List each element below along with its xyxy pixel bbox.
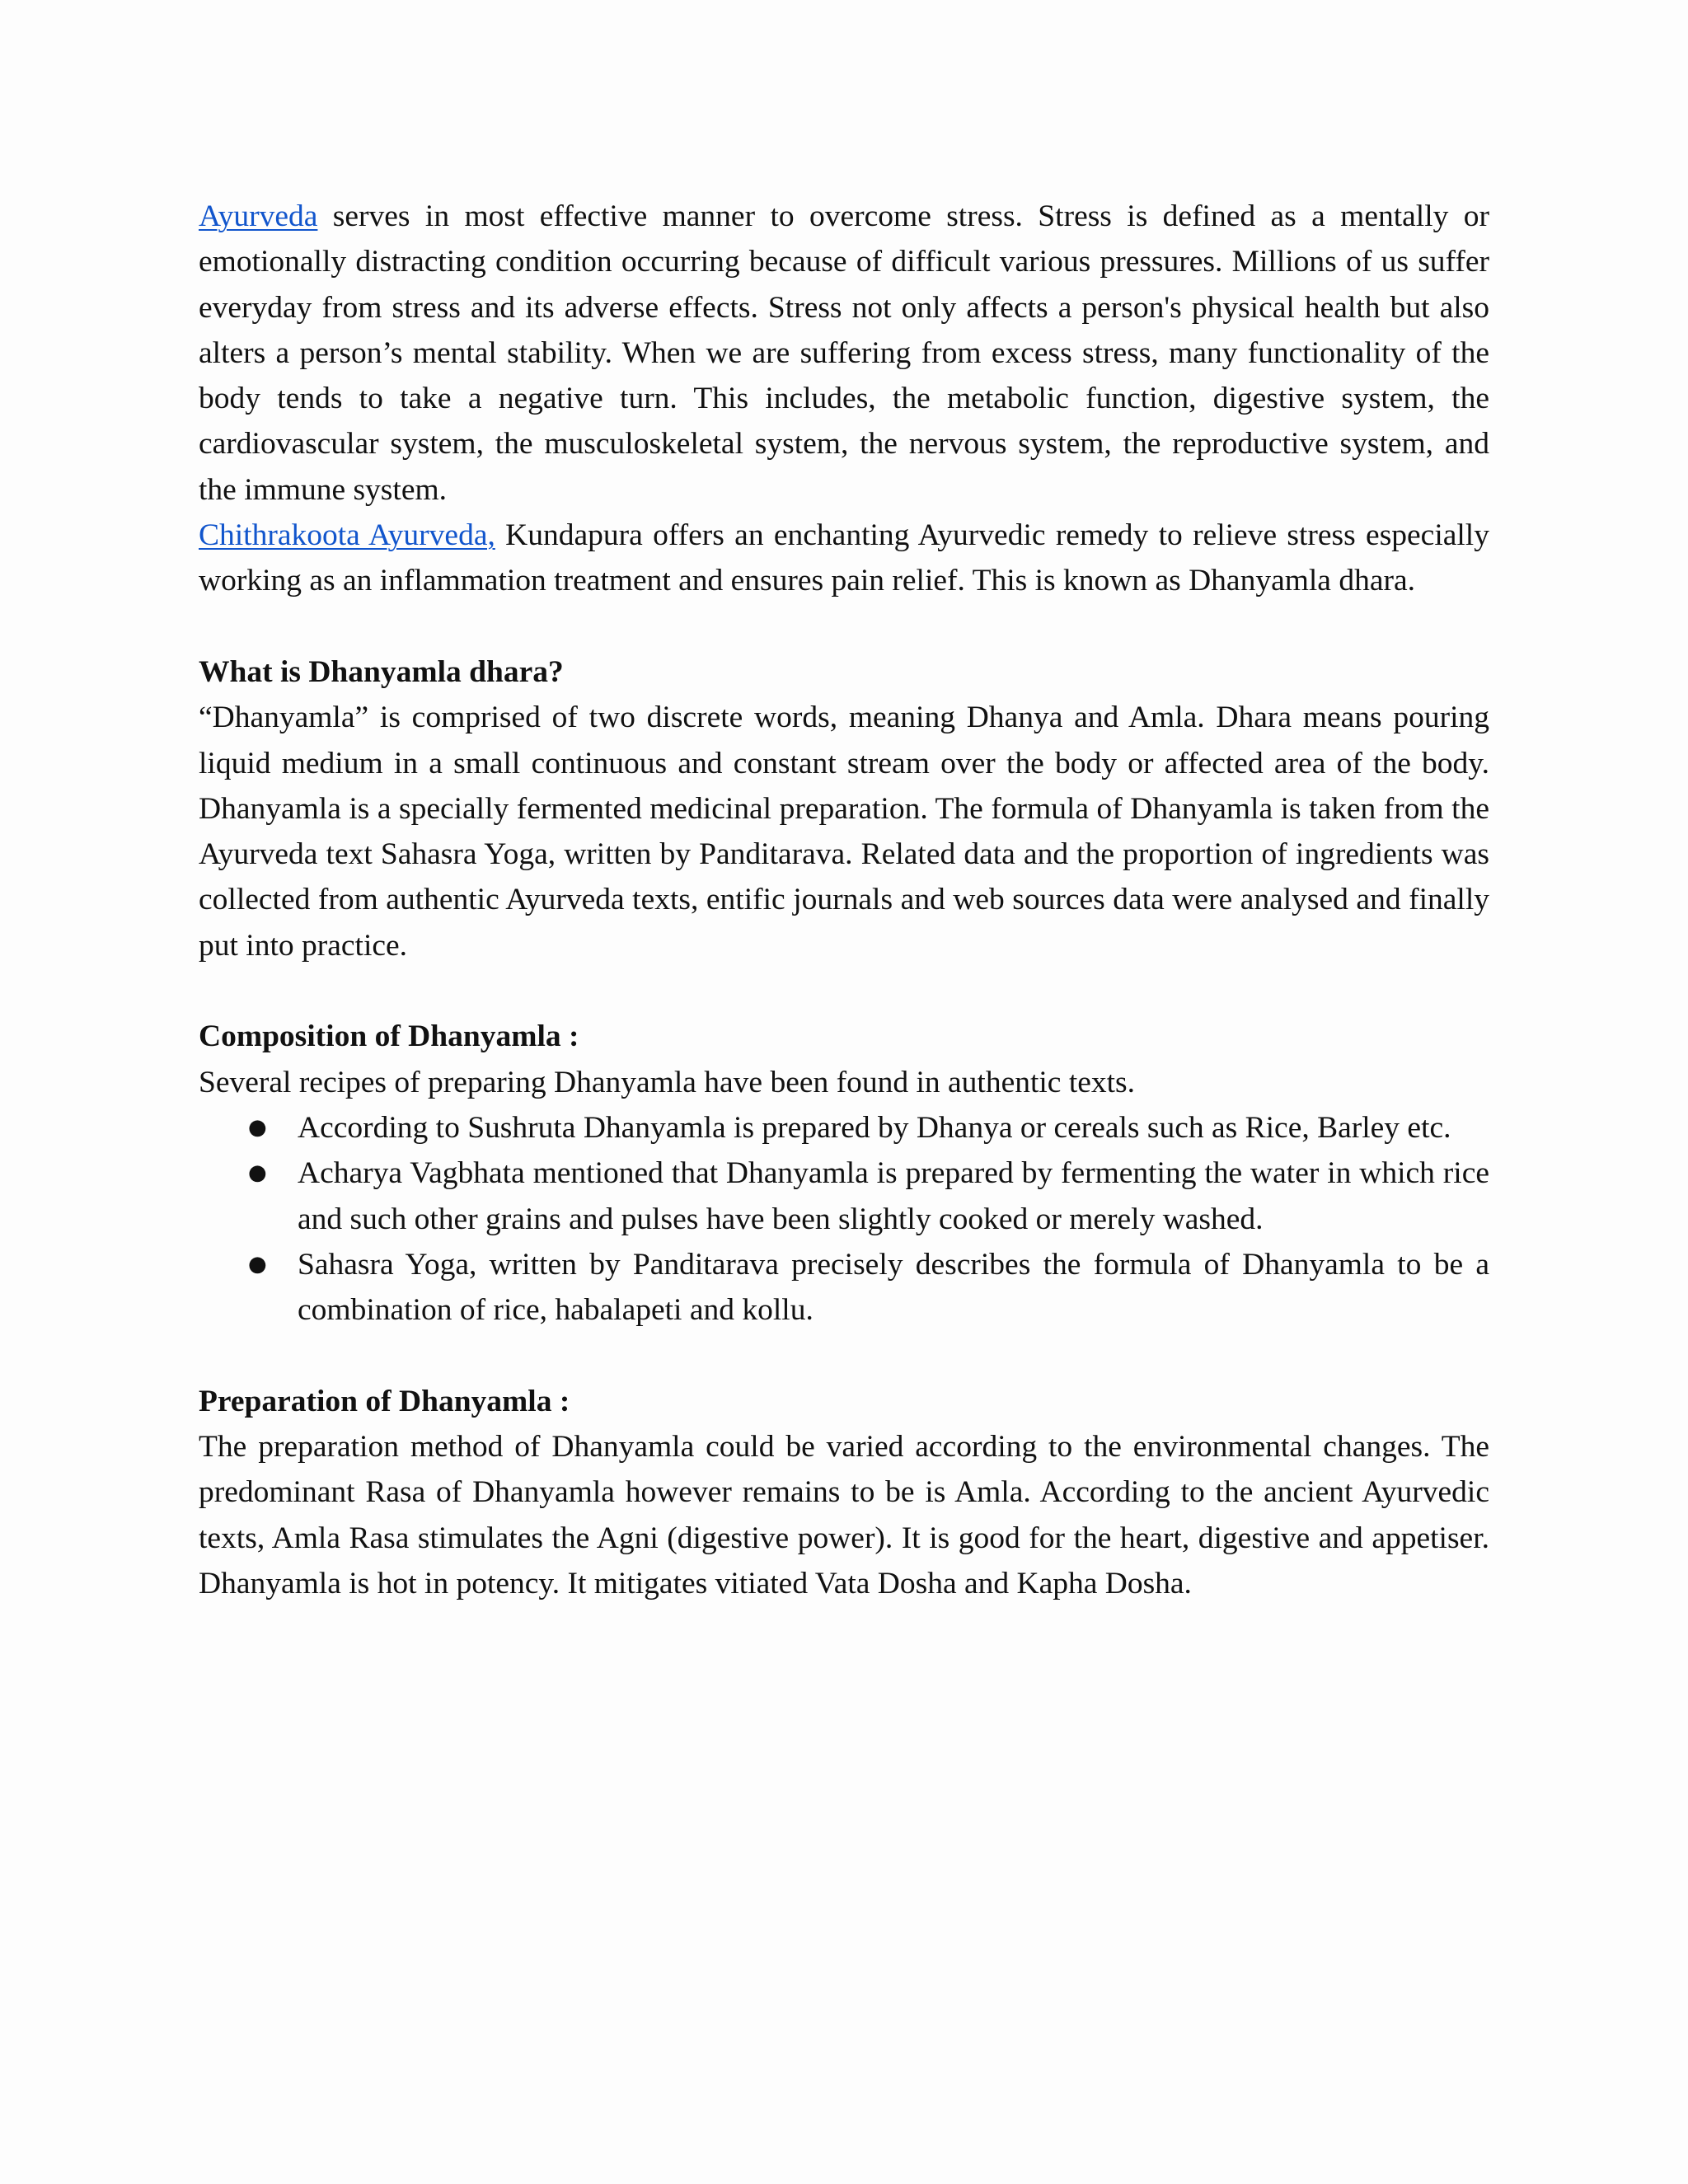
section-body-what-is: “Dhanyamla” is comprised of two discrete words, meaning Dhanya and Amla. Dhara means pouring liquid medium in a small continuous and constant stream over the body or affected area of the body. Dhanyamla is a specially fermented medicinal preparation. The formula of Dhanyamla is taken from the Ayurveda text Sahasra Yoga, written by Panditarava. Related data and the proportion of ingredients was collected from authentic Ayurveda texts, entific journals and web sources data were analysed and finally put into practice. — [199, 701, 1489, 963]
section-heading-composition: Composition of Dhanyamla : — [199, 1019, 579, 1054]
intro-paragraph-2 — [199, 513, 1489, 604]
section-body-preparation: The preparation method of Dhanyamla could be varied according to the environmental changes. The predominant Rasa of Dhanyamla however remains to be is Amla. According to the ancient Ayurvedic texts, Amla Rasa stimulates the Agni (digestive power). It is good for the heart, digestive and appetiser. Dhanyamla is hot in potency. It mitigates vitiated Vata Dosha and Kapha Dosha. — [199, 1430, 1489, 1601]
list-item — [248, 1151, 1489, 1242]
bullet-icon: ● — [248, 1114, 267, 1140]
spacer — [199, 968, 1489, 1014]
section-intro-composition: Several recipes of preparing Dhanyamla have been found in authentic texts. — [199, 1065, 1136, 1099]
document-page — [199, 194, 1489, 1606]
spacer — [199, 1333, 1489, 1378]
bullet-icon: ● — [248, 1160, 267, 1186]
list-item — [248, 1105, 1489, 1151]
composition-list — [199, 1105, 1489, 1333]
chithrakoota-ayurveda-link[interactable]: Chithrakoota Ayurveda, — [199, 518, 495, 553]
list-item-text: Acharya Vagbhata mentioned that Dhanyamla is prepared by fermenting the water in which rice and such other grains and pulses have been slightly cooked or merely washed. — [298, 1156, 1489, 1236]
spacer — [199, 604, 1489, 649]
ayurveda-link[interactable]: Ayurveda — [199, 199, 318, 233]
intro-paragraph-1 — [199, 194, 1489, 513]
list-item — [248, 1242, 1489, 1333]
section-heading-preparation: Preparation of Dhanyamla : — [199, 1384, 570, 1418]
list-item-text: According to Sushruta Dhanyamla is prepared by Dhanya or cereals such as Rice, Barley etc. — [298, 1110, 1451, 1145]
intro-text-2: Kundapura offers an enchanting Ayurvedic remedy to relieve stress especially working as an inflammation treatment and ensures pain relief. This is known as Dhanyamla dhara. — [199, 518, 1489, 598]
intro-text-1: serves in most effective manner to overcome stress. Stress is defined as a mentally or emotionally distracting condition occurring because of difficult various pressures. Millions of us suffer everyday from stress and its adverse effects. Stress not only affects a person's physical health but also alters a person’s mental stability. When we are suffering from excess stress, many functionality of the body tends to take a negative turn. This includes, the metabolic function, digestive system, the cardiovascular system, the musculoskeletal system, the nervous system, the reproductive system, and the immune system. — [199, 199, 1489, 507]
bullet-icon: ● — [248, 1251, 267, 1277]
section-heading-what-is: What is Dhanyamla dhara? — [199, 654, 564, 689]
list-item-text: Sahasra Yoga, written by Panditarava precisely describes the formula of Dhanyamla to be a combination of rice, habalapeti and kollu. — [298, 1247, 1489, 1328]
